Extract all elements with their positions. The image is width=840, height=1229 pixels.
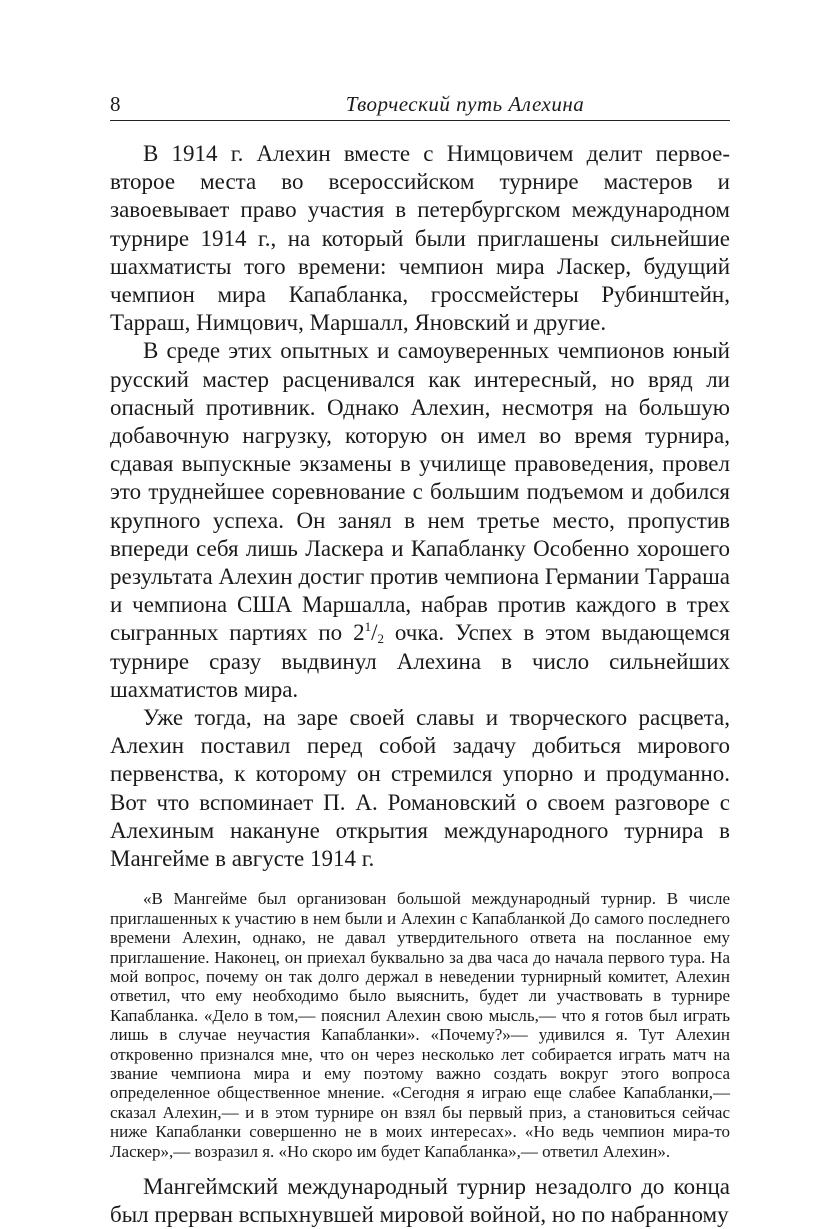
paragraph-2-text-after: очка. Успех в этом выдающемся турнире сразу выдвинул Алехина в число сильнейших шахматистов мира.: [110, 620, 730, 702]
running-title: Творческий путь Алехина: [345, 92, 585, 116]
paragraph-2-text-before: В среде этих опытных и самоуверенных чемпионов юный русский мастер расценивался как интересный, но вряд ли опасный противник. Однако Алехин, несмотря на большую добавочную нагрузку, которую он имел во время турнира, сдавая выпускные экзамены в училище правоведения, провел это труднейшее соревнование с большим подъемом и добился крупного успеха. Он занял в нем третье место, пропустив впереди себя лишь Ласкера и Капабланку Особенно хорошего результата Алехин достиг против чемпиона Германии Тарраша и чемпиона США Маршалла, набрав против каждого в трех сыгранных партиях по 2: [110, 338, 730, 646]
running-header: [110, 92, 730, 121]
body-text: [110, 140, 730, 1229]
fraction-numerator: 1: [364, 619, 372, 635]
fraction-denominator: 2: [377, 631, 384, 647]
page-number: 8: [110, 92, 121, 116]
paragraph-3: Уже тогда, на заре своей славы и творческого расцвета, Алехин поставил перед собой задачу добиться мирового первенства, к которому он стремился упорно и продуманно. Вот что вспоминает П. А. Романовский о своем разговоре с Алехиным накануне открытия международного турнира в Мангейме в августе 1914 г.: [110, 705, 730, 872]
paragraph-2: [110, 337, 730, 704]
paragraph-1: В 1914 г. Алехин вместе с Нимцовичем делит первое-второе места во всероссийском турнире мастеров и завоевывает право участия в петербургском международном турнире 1914 г., на который были приглашены сильнейшие шахматисты того времени: чемпион мира Ласкер, будущий чемпион мира Капабланка, гроссмейстеры Рубинштейн, Тарраш, Нимцович, Маршалл, Яновский и другие.: [110, 141, 730, 336]
block-quote: «В Мангейме был организован большой международный турнир. В числе приглашенных к участию в нем были и Алехин с Капабланкой До самого последнего времени Алехин, однако, не давал утвердительного ответа на посланное ему приглашение. Наконец, он приехал буквально за два часа до начала первого тура. На мой вопрос, почему он так долго держал в неведении турнирный комитет, Алехин ответил, что ему необходимо было выяснить, будет ли участвовать в турнире Капабланка. «Дело в том,— пояснил Алехин свою мысль,— что я готов был играть лишь в случае неучастия Капабланки». «Почему?»— удивился я. Тут Алехин откровенно признался мне, что он через несколько лет собирается играть матч на звание чемпиона мира и ему поэтому важно создать вокруг этого вопроса определенное общественное мнение. «Сегодня я играю еще слабее Капабланки,— сказал Алехин,— и в этом турнире он взял бы первый приз, а становиться сейчас ниже Капабланки совершенно не в моих интересах». «Но ведь чемпион мира-то Ласкер»,— возразил я. «Но скоро им будет Капабланка»,— ответил Алехин».: [110, 889, 730, 1161]
fraction-slash: /: [371, 620, 378, 646]
paragraph-4: Мангеймский международный турнир незадолго до конца был прерван вспыхнувшей мировой войной, но по набранному: [110, 1173, 730, 1228]
